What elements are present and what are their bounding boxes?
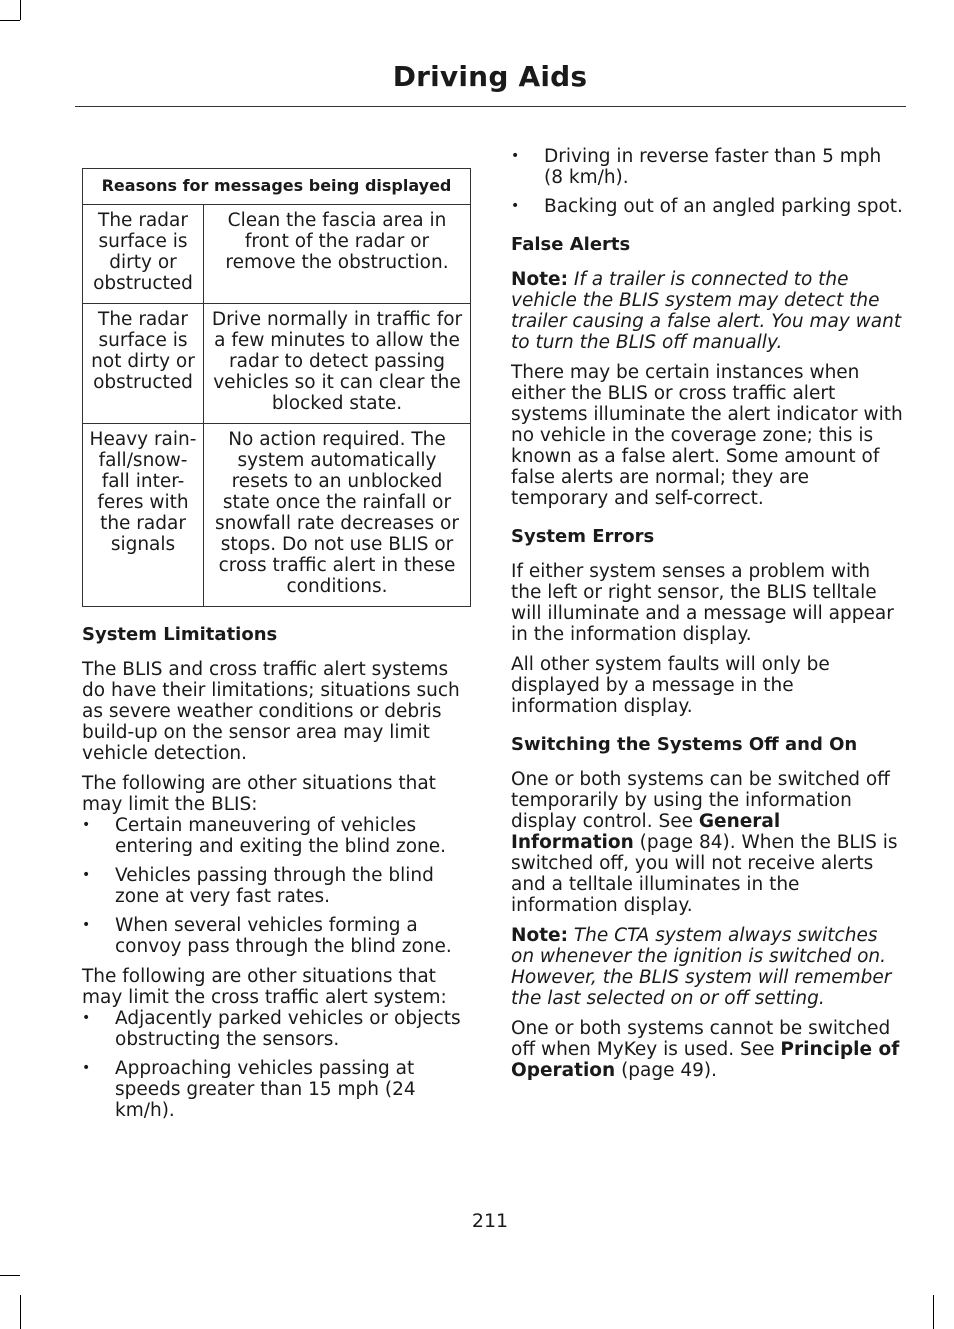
list-item: • Adjacently parked vehicles or objects obstructing the sensors. — [82, 1008, 474, 1050]
paragraph: If either system senses a problem with the left or right sensor, the BLIS telltale will illuminate and a message will appear in the information display. — [511, 561, 894, 645]
crop-mark — [0, 20, 20, 21]
crop-mark — [20, 1295, 21, 1329]
paragraph — [511, 769, 903, 916]
table-row — [83, 205, 471, 304]
text-run: (page 49). — [615, 1060, 718, 1081]
note-label: Note: — [511, 925, 568, 946]
crop-mark — [0, 1275, 20, 1276]
cross-reference-link[interactable]: General Information — [511, 811, 781, 853]
section-heading-false-alerts: False Alerts — [511, 234, 631, 255]
list-item: • When several vehicles forming a convoy pass through the blind zone. — [82, 915, 474, 957]
table-cell-action: No action required. The system automatically resets to an unblocked state once the rainfall or snowfall rate decreases or stops. Do not use BLIS or cross traffic alert in these conditions. — [204, 424, 471, 607]
right-column — [511, 146, 903, 1081]
paragraph: The BLIS and cross traffic alert systems do have their limitations; situations such as severe weather conditions or debris build-up on the sensor area may limit vehicle detection. — [82, 659, 460, 764]
note-text: If a trailer is connected to the vehicle the BLIS system may detect the trailer causing a false alert. You may want to turn the BLIS off manually. — [511, 269, 902, 353]
section-heading-switching: Switching the Systems Off and On — [511, 734, 858, 755]
bullet-list — [82, 1008, 474, 1121]
table-cell-reason: Heavy rain-fall/snow-fall inter-feres with the radar signals — [83, 424, 204, 607]
crop-mark — [20, 0, 21, 20]
section-heading-system-errors: System Errors — [511, 526, 655, 547]
table-cell-reason: The radar surface is dirty or obstructed — [83, 205, 204, 304]
list-item: • Backing out of an angled parking spot. — [511, 196, 903, 217]
list-item: • Approaching vehicles passing at speeds greater than 15 mph (24 km/h). — [82, 1058, 474, 1121]
text-run: One or both systems can be switched off temporarily by using the information display control. See — [511, 769, 890, 832]
paragraph: All other system faults will only be displayed by a message in the information display. — [511, 654, 830, 717]
table-cell-action: Drive normally in traffic for a few minutes to allow the radar to detect passing vehicles so it can clear the blocked state. — [204, 304, 471, 424]
note-text: The CTA system always switches on whenever the ignition is switched on. However, the BLIS system will remember the last selected on or off setting. — [511, 925, 892, 1009]
table-row — [83, 424, 471, 607]
page-number: 211 — [471, 1210, 509, 1232]
text-run: (page 84). When the BLIS is switched off, you will not receive alerts and a telltale illuminates in the information display. — [511, 832, 898, 916]
section-heading-system-limitations: System Limitations — [82, 624, 278, 645]
list-item: • Vehicles passing through the blind zone at very fast rates. — [82, 865, 474, 907]
text-run: One or both systems cannot be switched off when MyKey is used. See — [511, 1018, 891, 1060]
note — [511, 269, 903, 353]
paragraph: The following are other situations that may limit the BLIS: — [82, 773, 436, 815]
note — [511, 925, 903, 1009]
bullet-list — [511, 146, 903, 217]
page-title: Driving Aids — [392, 60, 588, 93]
list-item: • Driving in reverse faster than 5 mph (8 km/h). — [511, 146, 903, 188]
header-divider — [75, 106, 906, 107]
list-item: • Certain maneuvering of vehicles entering and exiting the blind zone. — [82, 815, 474, 857]
cross-reference-link[interactable]: Principle of Operation — [511, 1039, 900, 1081]
left-column — [82, 168, 474, 1121]
crop-mark — [933, 1295, 934, 1329]
paragraph — [511, 1018, 903, 1081]
table-cell-reason: The radar surface is not dirty or obstructed — [83, 304, 204, 424]
note-label: Note: — [511, 269, 568, 290]
bullet-list — [82, 815, 474, 957]
reasons-table-heading: Reasons for messages being displayed — [83, 169, 471, 205]
paragraph: The following are other situations that may limit the cross traffic alert system: — [82, 966, 447, 1008]
reasons-table — [82, 168, 471, 607]
paragraph: There may be certain instances when either the BLIS or cross traffic alert systems illuminate the alert indicator with no vehicle in the coverage zone; this is known as a false alert. Some amount of false alerts are normal; they are temporary and self-correct. — [511, 362, 903, 509]
table-cell-action: Clean the fascia area in front of the radar or remove the obstruction. — [204, 205, 471, 304]
table-row — [83, 304, 471, 424]
